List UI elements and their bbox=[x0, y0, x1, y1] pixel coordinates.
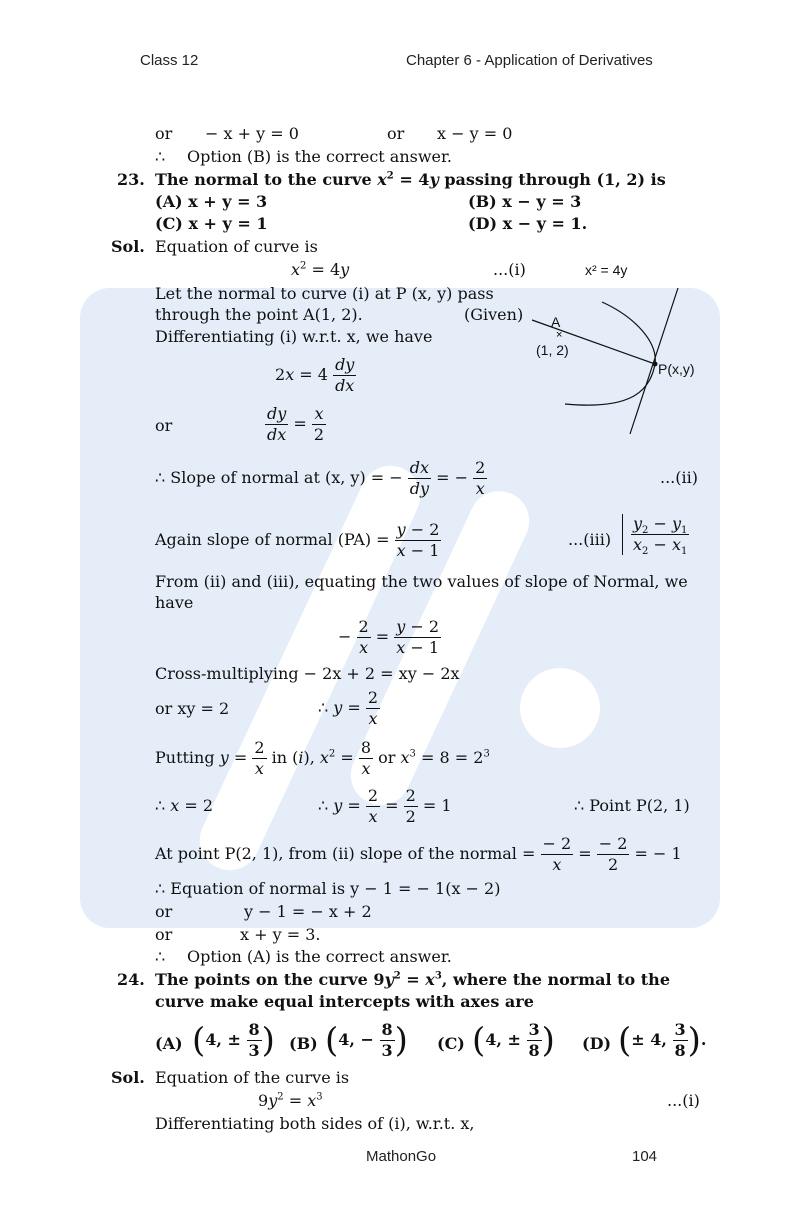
y-value: ∴ y = $\frac{2}{x}$ = $\frac{2}{2}$ = 1 bbox=[318, 786, 452, 826]
question-number: 24. bbox=[117, 970, 145, 989]
solution-label: Sol. bbox=[111, 237, 145, 256]
therefore-symbol: ∴ bbox=[155, 147, 166, 166]
or-text: or bbox=[155, 124, 173, 143]
derivative-equation: 2x = 4 $\frac{dy}{dx}$ bbox=[275, 355, 355, 395]
solution-line: Cross-multiplying − 2x + 2 = xy − 2x bbox=[155, 664, 460, 683]
solution-line: Equation of the curve is bbox=[155, 1068, 350, 1087]
question-stem: curve make equal intercepts with axes are bbox=[155, 992, 534, 1011]
option-d: (D) x − y = 1. bbox=[468, 214, 588, 233]
option-a-label: (A) bbox=[155, 1034, 183, 1053]
point-p-label: P(x,y) bbox=[658, 361, 695, 377]
option-c: (C) x + y = 1 bbox=[155, 214, 268, 233]
equation: x + y = 3. bbox=[240, 925, 321, 944]
point-result: ∴ Point P(2, 1) bbox=[574, 796, 690, 815]
cross-mark: × bbox=[556, 329, 563, 341]
solution-line: or xy = 2 bbox=[155, 699, 230, 718]
conclusion: Option (A) is the correct answer. bbox=[187, 947, 452, 966]
option-b: (B) x − y = 3 bbox=[468, 192, 582, 211]
equation: $x^2 = 4y$ bbox=[291, 260, 350, 279]
equation: $9y^2 = x^3$ bbox=[258, 1091, 323, 1110]
solution-line: have bbox=[155, 593, 194, 612]
point-p bbox=[653, 362, 658, 367]
equation-ref: ...(ii) bbox=[660, 468, 698, 487]
question-stem: The normal to the curve $x^2 = 4y$ passing through (1, 2) is bbox=[155, 170, 666, 189]
slope-pa: Again slope of normal (PA) = $\frac{y - 2}{x - 1}$ bbox=[155, 520, 440, 560]
option-c-label: (C) bbox=[437, 1034, 465, 1053]
or-text: or bbox=[155, 925, 173, 944]
equation: y − 1 = − x + 2 bbox=[244, 902, 372, 921]
header-chapter: Chapter 6 - Application of Derivatives bbox=[406, 52, 653, 69]
slope-normal: ∴ Slope of normal at (x, y) = − $\frac{dx}{dy}$ = − $\frac{2}{x}$ bbox=[155, 458, 486, 498]
equation-ref: ...(i) bbox=[493, 260, 526, 279]
solution-line: Differentiating (i) w.r.t. x, we have bbox=[155, 327, 433, 346]
x-value: ∴ x = 2 bbox=[155, 796, 214, 815]
solution-line: Equation of curve is bbox=[155, 237, 318, 256]
option-d: (± 4, $\frac{3}{8}$ ). bbox=[618, 1020, 707, 1061]
equation-ref: ...(iii) bbox=[568, 530, 612, 549]
normal-slope: At point P(2, 1), from (ii) slope of the normal = $\frac{- 2}{x}$ = $\frac{- 2}{2}$ = − 1 bbox=[155, 834, 682, 874]
equation-ref: ...(i) bbox=[667, 1091, 700, 1110]
y-equation: ∴ y = $\frac{2}{x}$ bbox=[318, 688, 379, 728]
equation: − x + y = 0 bbox=[205, 124, 299, 143]
derivative-result: $\frac{dy}{dx}$ = $\frac{x}{2}$ bbox=[267, 404, 325, 444]
question-number: 23. bbox=[117, 170, 145, 189]
page-number: 104 bbox=[632, 1148, 658, 1165]
question-stem: The points on the curve $9y^2 = x^3$, where the normal to the bbox=[155, 970, 670, 989]
option-d-label: (D) bbox=[582, 1034, 612, 1053]
header-class: Class 12 bbox=[140, 52, 199, 69]
footer-brand: MathonGo bbox=[366, 1148, 437, 1165]
solution-line: Differentiating both sides of (i), w.r.t. x, bbox=[155, 1114, 475, 1133]
or-text: or bbox=[155, 902, 173, 921]
solution-line: From (ii) and (iii), equating the two values of slope of Normal, we bbox=[155, 572, 688, 591]
normal-equation: ∴ Equation of normal is y − 1 = − 1(x − 2) bbox=[155, 879, 501, 898]
option-b: (4, − $\frac{8}{3}$ ) bbox=[325, 1020, 408, 1061]
solution-line: through the point A(1, 2). bbox=[155, 305, 363, 324]
curve-label: x² = 4y bbox=[585, 262, 628, 278]
option-a: (A) x + y = 3 bbox=[155, 192, 268, 211]
watermark-dot bbox=[520, 668, 600, 748]
equation: x − y = 0 bbox=[437, 124, 513, 143]
point-a-coords: (1, 2) bbox=[536, 342, 569, 358]
conclusion: Option (B) is the correct answer. bbox=[187, 147, 452, 166]
parabola-curve bbox=[565, 302, 655, 405]
point-a-label: A bbox=[551, 314, 561, 330]
solution-label: Sol. bbox=[111, 1068, 145, 1087]
given-tag: (Given) bbox=[464, 305, 524, 324]
slope-formula-box: $\frac{y_2 - y_1}{x_2 - x_1}$ bbox=[622, 514, 689, 555]
option-a: (4, ± $\frac{8}{3}$ ) bbox=[192, 1020, 275, 1061]
equating-equation: − $\frac{2}{x}$ = $\frac{y - 2}{x - 1}$ bbox=[338, 617, 440, 657]
option-b-label: (B) bbox=[289, 1034, 318, 1053]
option-c: (4, ± $\frac{3}{8}$ ) bbox=[472, 1020, 555, 1061]
or-text: or bbox=[387, 124, 405, 143]
or-text: or bbox=[155, 416, 173, 435]
therefore-symbol: ∴ bbox=[155, 947, 166, 966]
solution-line: Let the normal to curve (i) at P (x, y) pass bbox=[155, 284, 494, 303]
putting-line: Putting y = $\frac{2}{x}$ in (i), $x^2$ = $\frac{8}{x}$ or $x^3 = 8 = 2^3$ bbox=[155, 738, 490, 778]
